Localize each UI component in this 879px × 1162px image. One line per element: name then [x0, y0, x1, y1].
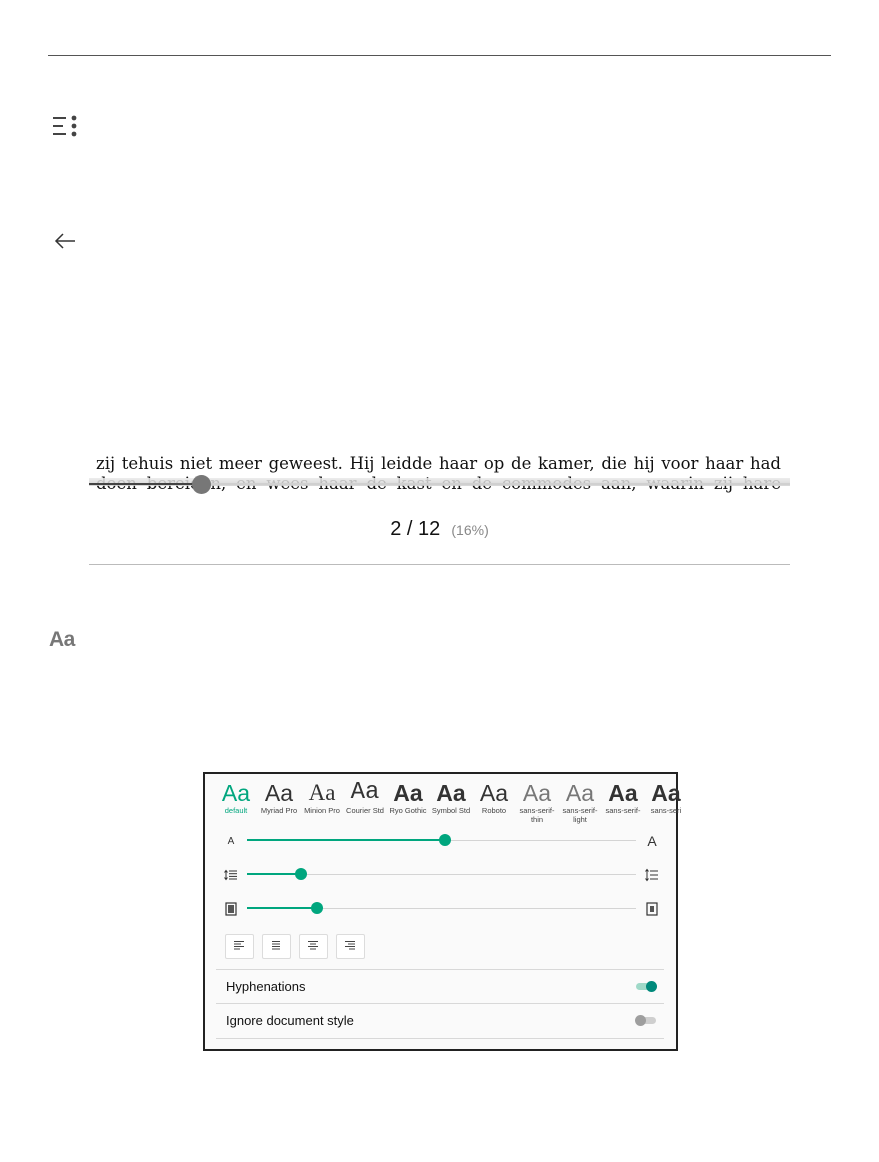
font-size-small-icon: A: [227, 835, 235, 847]
font-name: Roboto: [481, 806, 507, 815]
font-option[interactable]: [215, 780, 257, 815]
font-sample: Aa: [436, 780, 466, 806]
ignore-document-style-label: Ignore document style: [226, 1013, 354, 1028]
font-option[interactable]: [258, 780, 300, 815]
align-left-button[interactable]: [225, 934, 254, 959]
font-size-slider[interactable]: [223, 831, 660, 851]
align-right-button[interactable]: [336, 934, 365, 959]
font-sample: Aa: [479, 780, 509, 806]
font-option[interactable]: [559, 780, 601, 824]
font-option[interactable]: [473, 780, 515, 815]
font-sample: Aa: [522, 780, 552, 806]
reader-text-line: zij tehuis niet meer geweest. Hij leidde haar op de kamer, die hij voor haar had: [96, 454, 781, 473]
margin-small-icon: [223, 899, 239, 919]
slider-track[interactable]: [247, 874, 636, 875]
font-name: Ryo Gothic: [389, 806, 427, 815]
font-sample: Aa: [308, 780, 336, 805]
font-sample: Aa: [565, 780, 595, 806]
font-name: sans-seri: [650, 806, 682, 815]
font-sample: Aa: [393, 780, 423, 806]
font-sample: Aa: [651, 780, 681, 806]
arrow-left-icon[interactable]: [52, 230, 78, 252]
slider-handle[interactable]: [439, 834, 451, 846]
progress-fill: [89, 483, 201, 485]
slider-fill: [247, 907, 317, 909]
hyphenations-row[interactable]: [216, 969, 664, 1004]
hyphenations-toggle[interactable]: [636, 981, 656, 992]
font-name: Myriad Pro: [260, 806, 298, 815]
page-indicator: [89, 518, 790, 541]
font-option[interactable]: [516, 780, 558, 824]
font-option[interactable]: [301, 780, 343, 815]
font-list[interactable]: [215, 779, 682, 832]
progress-slider-handle[interactable]: [192, 475, 211, 494]
margin-large-icon: [644, 899, 660, 919]
font-sample: Aa: [264, 780, 294, 806]
font-name: Symbol Std: [431, 806, 471, 815]
slider-fill: [247, 873, 301, 875]
slider-fill: [247, 839, 445, 841]
font-option[interactable]: [602, 780, 644, 815]
font-sample: Aa: [221, 780, 251, 806]
slider-handle[interactable]: [311, 902, 323, 914]
font-option[interactable]: [645, 780, 687, 815]
font-name: Courier Std: [346, 806, 384, 815]
font-option[interactable]: [344, 780, 386, 815]
font-sample: Aa: [350, 779, 380, 806]
slider-handle[interactable]: [295, 868, 307, 880]
font-settings-icon[interactable]: Aa: [49, 628, 75, 651]
font-name: sans-serif-thin: [519, 806, 555, 824]
hyphenations-label: Hyphenations: [226, 979, 306, 994]
line-spacing-small-icon: [223, 865, 239, 885]
line-spacing-slider[interactable]: [223, 865, 660, 885]
text-alignment-group: [225, 934, 368, 960]
font-name: Minion Pro: [304, 806, 340, 815]
align-center-button[interactable]: [299, 934, 328, 959]
font-settings-panel: [203, 772, 682, 1051]
slider-track[interactable]: [247, 840, 636, 841]
reader-divider: [89, 564, 790, 565]
margin-slider[interactable]: [223, 899, 660, 919]
ignore-document-style-row[interactable]: [216, 1003, 664, 1039]
font-option[interactable]: [387, 780, 429, 815]
font-option[interactable]: [430, 780, 472, 815]
font-size-large-icon: A: [647, 833, 657, 849]
page-percent: (16%): [451, 522, 489, 538]
table-of-contents-icon[interactable]: [50, 112, 80, 142]
slider-track[interactable]: [247, 908, 636, 909]
font-name: sans-serif-light: [562, 806, 598, 824]
line-spacing-large-icon: [644, 865, 660, 885]
ignore-document-style-toggle[interactable]: [636, 1015, 656, 1026]
page-number: 2 / 12: [390, 518, 441, 540]
justify-button[interactable]: [262, 934, 291, 959]
font-name: default: [224, 806, 248, 815]
font-sample: Aa: [608, 780, 638, 806]
reader-view: [89, 450, 790, 566]
font-name: sans-serif-: [605, 806, 641, 815]
top-divider: [48, 55, 831, 56]
